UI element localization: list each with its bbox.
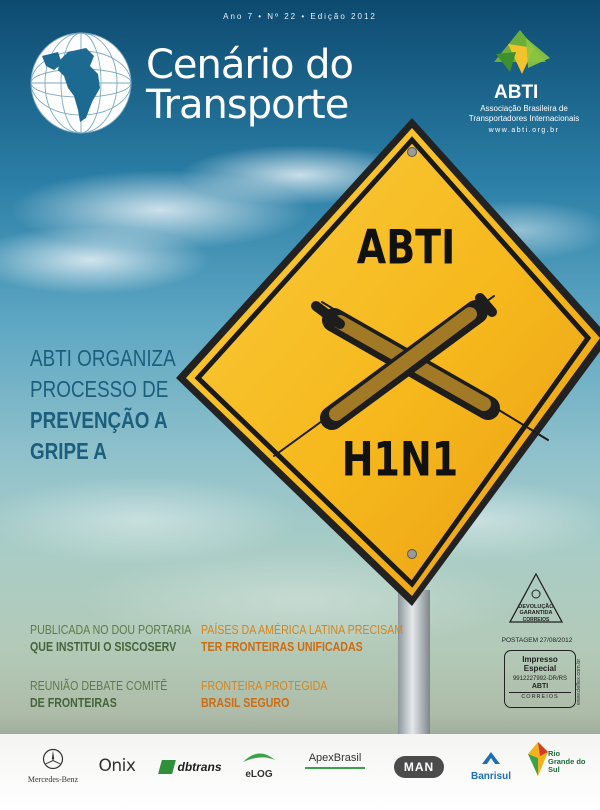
onix-logo-icon: Onix <box>98 756 136 776</box>
postagem-date: POSTAGEM 27/08/2012 <box>501 637 573 644</box>
teaser-comite[interactable] <box>30 678 167 712</box>
abti-url: www.abti.org.br <box>488 127 560 134</box>
impresso-contract: 9912227992-DR/RS <box>512 676 568 682</box>
headline-line2: PROCESSO DE <box>30 376 169 402</box>
abti-subtitle-line1: Associação Brasileira de <box>480 104 568 113</box>
designer-site: www.deflex.com.br <box>576 658 582 705</box>
sponsor-mercedes-benz[interactable] <box>22 748 84 784</box>
dbtrans-logo-icon <box>155 760 227 774</box>
banrisul-logo-icon <box>480 750 502 766</box>
rio-grande-do-sul-label: Rio Grande do Sul <box>548 749 586 774</box>
teaser-fronteira-protegida[interactable] <box>201 678 327 712</box>
mercedes-star-icon <box>42 748 64 770</box>
dbtrans-mark <box>159 760 177 774</box>
teaser-siscoserv-line1: PUBLICADA NO DOU PORTARIA <box>30 623 192 637</box>
sign-pole <box>398 590 430 740</box>
teaser-fronteiras-unificadas[interactable] <box>201 622 403 656</box>
teaser-siscoserv-line2: QUE INSTITUI O SISCOSERV <box>30 640 177 654</box>
sponsor-apexbrasil[interactable] <box>294 752 376 769</box>
banrisul-label: Banrisul <box>470 771 511 782</box>
teaser-comite-line2: DE FRONTEIRAS <box>30 696 117 710</box>
devolucao-garantida-stamp <box>508 572 564 632</box>
apexbrasil-underline <box>305 767 365 769</box>
impresso-carrier: CORREIOS <box>509 692 571 700</box>
teaser-comite-line1: REUNIÃO DEBATE COMITÊ <box>30 679 168 693</box>
apexbrasil-logo-icon: ApexBrasil <box>308 752 362 764</box>
rio-grande-do-sul-logo-icon <box>528 742 548 776</box>
devolucao-line2: GARANTIDA <box>519 610 553 616</box>
impresso-line2: Especial <box>523 664 557 673</box>
headline-line4: GRIPE A <box>30 438 107 464</box>
abti-subtitle-line2: Transportadores Internacionais <box>468 114 580 123</box>
edition-info: Ano 7 • Nº 22 • Edição 2012 <box>223 12 377 21</box>
sponsor-elog[interactable] <box>236 750 282 780</box>
impresso-especial-stamp <box>504 650 576 708</box>
sponsor-bar <box>0 734 600 810</box>
teaser-fronteira-protegida-line1: FRONTEIRA PROTEGIDA <box>201 679 328 693</box>
sponsor-banrisul[interactable] <box>462 750 520 782</box>
impresso-line1: Impresso <box>522 655 558 664</box>
abti-name: ABTI <box>494 82 539 103</box>
devolucao-line3: CORREIOS <box>522 617 550 623</box>
elog-logo-icon <box>239 750 279 764</box>
teaser-fronteiras-unificadas-line2: TER FRONTEIRAS UNIFICADAS <box>201 640 363 654</box>
sponsor-man[interactable] <box>392 756 446 778</box>
sign-top-text: ABTI <box>356 219 456 275</box>
sponsor-dbtrans[interactable] <box>155 760 227 774</box>
impresso-sender: ABTI <box>531 683 549 690</box>
teaser-fronteiras-unificadas-line1: PAÍSES DA AMÉRICA LATINA PRECISAM <box>201 623 404 637</box>
man-logo-icon: MAN <box>394 756 444 778</box>
elog-label: eLOG <box>245 769 273 780</box>
headline-line1: ABTI ORGANIZA <box>30 345 176 371</box>
headline-line3: PREVENÇÃO A <box>30 407 168 433</box>
devolucao-line1: DEVOLUÇÃO <box>518 604 554 610</box>
masthead-title-line1: Cenário do <box>146 42 354 88</box>
sign-bottom-text: H1N1 <box>341 431 459 487</box>
teaser-siscoserv[interactable] <box>30 622 191 656</box>
sponsor-mercedes-benz-label: Mercedes-Benz <box>27 775 79 784</box>
masthead-title-line2: Transporte <box>146 82 349 128</box>
teaser-fronteira-protegida-line2: BRASIL SEGURO <box>201 696 290 710</box>
dbtrans-label: dbtrans <box>177 760 222 774</box>
main-headline[interactable] <box>30 343 178 467</box>
sponsor-onix[interactable] <box>92 756 142 776</box>
